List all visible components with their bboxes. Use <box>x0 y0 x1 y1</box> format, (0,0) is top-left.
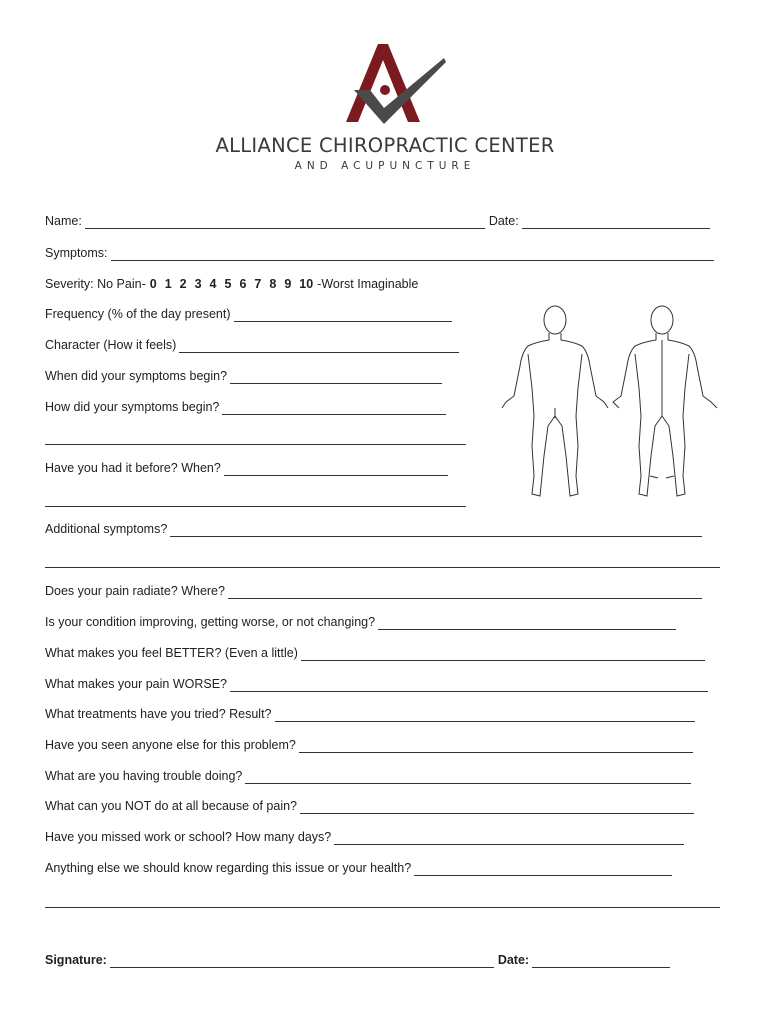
date-label: Date: <box>488 214 519 228</box>
frequency-label: Frequency (% of the day present) <box>45 307 231 321</box>
trouble-row <box>45 769 691 784</box>
character-field[interactable] <box>179 339 459 353</box>
symptoms-label: Symptoms: <box>45 246 108 260</box>
missed-field[interactable] <box>334 831 684 845</box>
radiate-label: Does your pain radiate? Where? <box>45 584 225 598</box>
seen-field[interactable] <box>299 739 693 753</box>
character-row <box>45 338 459 353</box>
frequency-field[interactable] <box>234 308 452 322</box>
better-label: What makes you feel BETTER? (Even a little) <box>45 646 298 660</box>
severity-8[interactable]: 8 <box>269 277 277 291</box>
severity-9[interactable]: 9 <box>284 277 292 291</box>
severity-prefix: Severity: No Pain- <box>45 277 146 291</box>
brand-name: ALLIANCE CHIROPRACTIC CENTER <box>215 134 555 157</box>
additional-field[interactable] <box>170 523 702 537</box>
treatments-row <box>45 707 695 722</box>
when-begin-row <box>45 369 442 384</box>
severity-5[interactable]: 5 <box>224 277 232 291</box>
when-begin-field[interactable] <box>230 370 442 384</box>
signature-label: Signature: <box>45 953 107 967</box>
when-begin-label: When did your symptoms begin? <box>45 369 228 383</box>
radiate-row <box>45 584 702 599</box>
had-before-label: Have you had it before? When? <box>45 461 221 475</box>
front-figure-icon <box>502 306 608 496</box>
severity-4[interactable]: 4 <box>209 277 217 291</box>
treatments-field[interactable] <box>275 708 695 722</box>
missed-label: Have you missed work or school? How many days? <box>45 830 332 844</box>
back-figure-icon <box>613 306 717 496</box>
anything-label: Anything else we should know regarding this issue or your health? <box>45 861 412 875</box>
frequency-row <box>45 307 452 322</box>
improving-row <box>45 615 676 630</box>
trouble-label: What are you having trouble doing? <box>45 769 243 783</box>
anything-field[interactable] <box>414 862 672 876</box>
seen-row <box>45 738 693 753</box>
anything-extra-line[interactable] <box>45 906 720 908</box>
trouble-field[interactable] <box>245 770 691 784</box>
severity-row <box>45 277 418 292</box>
cannot-label: What can you NOT do at all because of pain? <box>45 799 298 813</box>
signature-date-label: Date: <box>497 953 530 967</box>
signature-row <box>45 953 670 968</box>
date-field[interactable] <box>522 215 710 229</box>
improving-field[interactable] <box>378 616 676 630</box>
cannot-row <box>45 799 694 814</box>
additional-label: Additional symptoms? <box>45 522 168 536</box>
missed-row <box>45 830 684 845</box>
had-before-field[interactable] <box>224 462 448 476</box>
severity-0[interactable]: 0 <box>149 277 157 291</box>
better-field[interactable] <box>301 647 705 661</box>
how-begin-row <box>45 400 446 415</box>
signature-field[interactable] <box>110 954 494 968</box>
body-diagram-icon[interactable] <box>482 296 732 506</box>
severity-10[interactable]: 10 <box>299 277 314 291</box>
how-begin-extra-line[interactable] <box>45 443 466 445</box>
radiate-field[interactable] <box>228 585 702 599</box>
better-row <box>45 646 705 661</box>
character-label: Character (How it feels) <box>45 338 177 352</box>
additional-row <box>45 522 702 537</box>
name-row <box>45 214 710 229</box>
brand-subtitle: AND ACUPUNCTURE <box>294 160 476 172</box>
anything-row <box>45 861 672 876</box>
severity-1[interactable]: 1 <box>164 277 172 291</box>
severity-suffix: -Worst Imaginable <box>317 277 419 291</box>
improving-label: Is your condition improving, getting worse, or not changing? <box>45 615 376 629</box>
name-field[interactable] <box>85 215 485 229</box>
signature-date-field[interactable] <box>532 954 670 968</box>
symptoms-row <box>45 246 714 261</box>
worse-field[interactable] <box>230 678 708 692</box>
seen-label: Have you seen anyone else for this problem? <box>45 738 296 752</box>
had-before-row <box>45 461 448 476</box>
alliance-logo-icon <box>340 42 450 130</box>
severity-3[interactable]: 3 <box>194 277 202 291</box>
treatments-label: What treatments have you tried? Result? <box>45 707 272 721</box>
name-label: Name: <box>45 214 82 228</box>
severity-7[interactable]: 7 <box>254 277 262 291</box>
worse-row <box>45 677 708 692</box>
cannot-field[interactable] <box>300 800 694 814</box>
how-begin-field[interactable] <box>222 401 446 415</box>
had-before-extra-line[interactable] <box>45 505 466 507</box>
how-begin-label: How did your symptoms begin? <box>45 400 220 414</box>
severity-2[interactable]: 2 <box>179 277 187 291</box>
additional-extra-line[interactable] <box>45 566 720 568</box>
symptoms-field[interactable] <box>111 247 714 261</box>
worse-label: What makes your pain WORSE? <box>45 677 228 691</box>
severity-6[interactable]: 6 <box>239 277 247 291</box>
